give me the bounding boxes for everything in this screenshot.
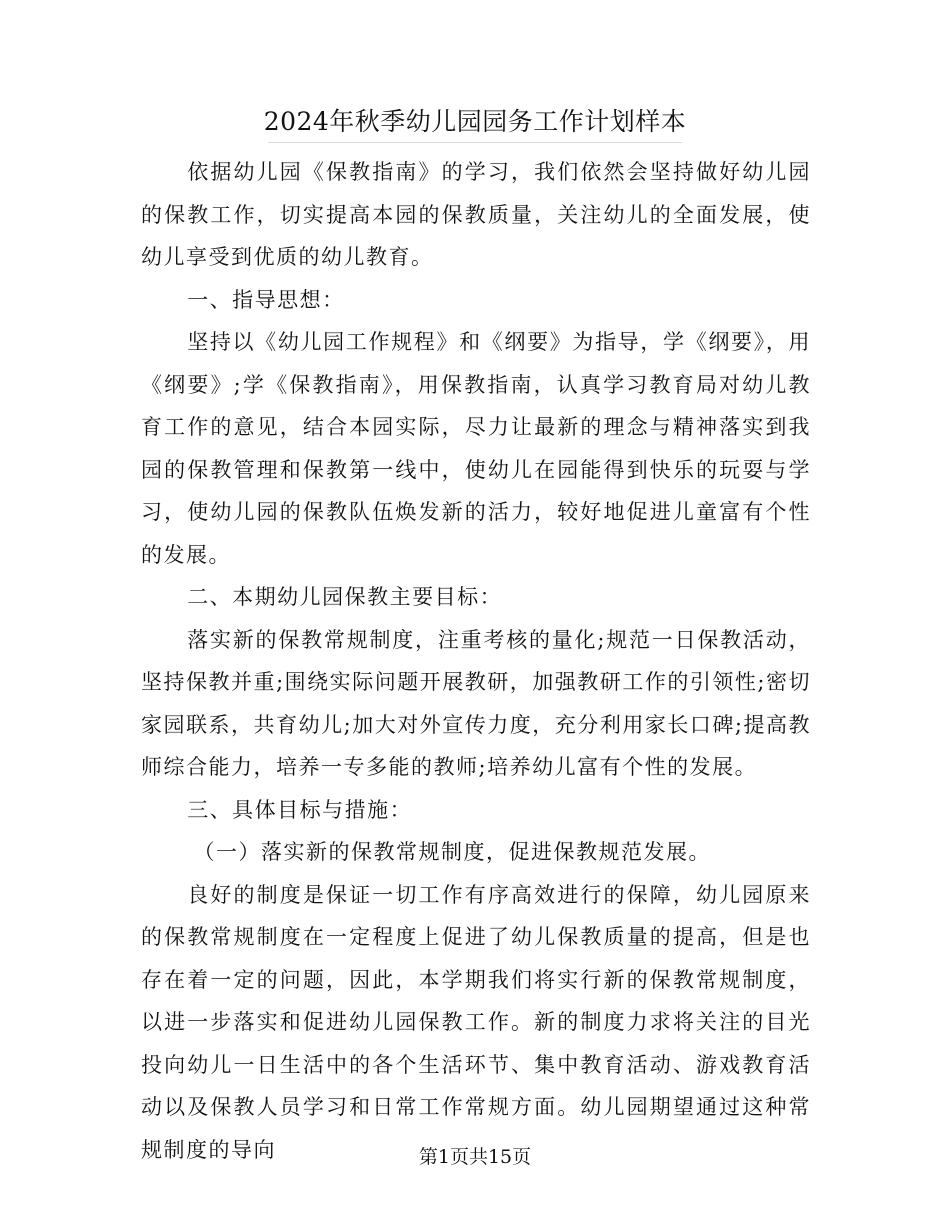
page-number: 第1页共15页	[418, 1146, 532, 1168]
section-heading-guiding-thought: 一、指导思想：	[187, 287, 345, 312]
guiding-thought-paragraph: 坚持以《幼儿园工作规程》和《纲要》为指导，学《纲要》，用《纲要》;学《保教指南》，用保教指南，认真学习教育局对幼儿教育工作的意见，结合本园实际，尽力让最新的理念与精神落实到我园的保教管理和保教第一线中，使幼儿在园能得到快乐的玩耍与学习，使幼儿园的保教队伍焕发新的活力，较好地促进儿童富有个性的发展。	[141, 330, 811, 567]
intro-paragraph: 依据幼儿园《保教指南》的学习，我们依然会坚持做好幼儿园的保教工作，切实提高本园的保教质量，关注幼儿的全面发展，使幼儿享受到优质的幼儿教育。	[141, 160, 811, 269]
routine-system-paragraph: 良好的制度是保证一切工作有序高效进行的保障，幼儿园原来的保教常规制度在一定程度上促进了幼儿保教质量的提高，但是也存在着一定的问题，因此，本学期我们将实行新的保教常规制度，以进一步落实和促进幼儿园保教工作。新的制度力求将关注的目光投向幼儿一日生活中的各个生活环节、集中教育活动、游戏教育活动以及保教人员学习和日常工作常规方面。幼儿园期望通过这种常规制度的导向	[141, 882, 811, 1162]
section-heading-measures: 三、具体目标与措施：	[187, 797, 413, 822]
subsection-heading-routine-system: （一）落实新的保教常规制度，促进保教规范发展。	[193, 840, 711, 864]
section-heading-main-goals: 二、本期幼儿园保教主要目标：	[187, 585, 503, 609]
document-title: 2024年秋季幼儿园园务工作计划样本	[263, 107, 687, 136]
main-goals-paragraph: 落实新的保教常规制度，注重考核的量化;规范一日保教活动，坚持保教并重;围绕实际问题开展教研，加强教研工作的引领性;密切家园联系，共育幼儿;加大对外宣传力度，充分利用家长口碑;提高教师综合能力，培养一专多能的教师;培养幼儿富有个性的发展。	[141, 627, 811, 779]
document-body	[141, 151, 811, 1171]
title-divider	[268, 142, 682, 143]
